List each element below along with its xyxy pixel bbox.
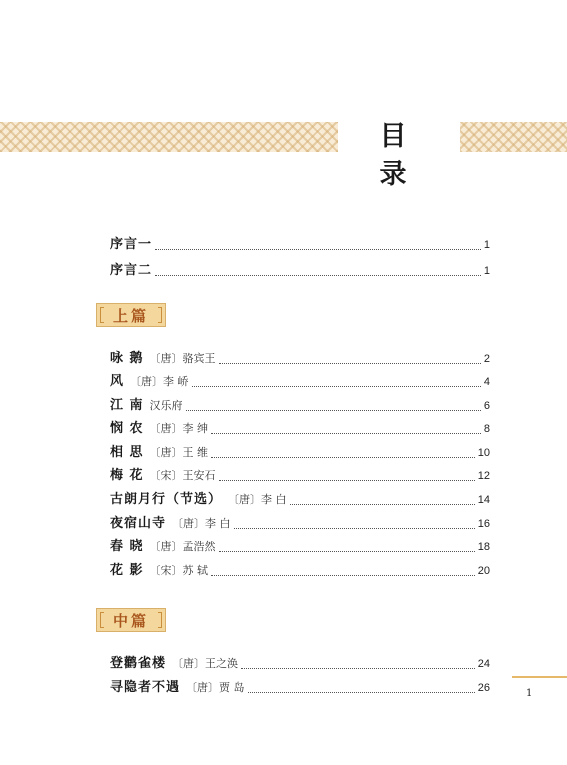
dot-leader (219, 480, 475, 481)
dot-leader (155, 275, 481, 276)
decorative-band-left (0, 122, 338, 152)
dot-leader (211, 433, 481, 434)
toc-entry-author: 〔唐〕贾 岛 (186, 681, 245, 694)
toc-entry-title: 相 思 (110, 445, 144, 460)
toc-entry-title: 夜宿山寺 (110, 516, 167, 531)
toc-entry-title: 古朗月行（节选） (110, 492, 223, 507)
section-label: 上篇 (112, 306, 149, 325)
toc-entry-page: 16 (477, 518, 490, 530)
dot-leader (219, 363, 481, 364)
dot-leader (211, 575, 475, 576)
toc-entry-author: 〔唐〕骆宾王 (149, 352, 216, 365)
toc-entry-page: 1 (483, 239, 490, 251)
toc-entry-page: 12 (477, 470, 490, 482)
toc-entry-title: 序言一 (110, 237, 153, 252)
section-header-middle (96, 608, 166, 632)
toc-entry[interactable] (110, 467, 490, 485)
toc-entry-author: 〔唐〕孟浩然 (149, 540, 216, 553)
toc-entry-author: 汉乐府 (149, 399, 183, 412)
dot-leader (211, 457, 475, 458)
toc-entry-author: 〔唐〕李 峤 (130, 375, 189, 388)
page-number-rule (512, 676, 567, 678)
toc-entry[interactable] (110, 679, 490, 697)
toc-entry[interactable] (110, 562, 490, 580)
dot-leader (219, 551, 475, 552)
dot-leader (248, 692, 475, 693)
toc-entry-page: 4 (483, 376, 490, 388)
toc-entry[interactable] (110, 373, 490, 391)
toc-entry-page: 2 (483, 353, 490, 365)
dot-leader (192, 386, 481, 387)
toc-entry-author: 〔唐〕李 白 (172, 517, 231, 530)
toc-entry-page: 20 (477, 565, 490, 577)
toc-entry[interactable] (110, 655, 490, 673)
toc-entry-page: 24 (477, 658, 490, 670)
toc-entry-title: 寻隐者不遇 (110, 680, 181, 695)
toc-entry-title: 春 晓 (110, 539, 144, 554)
toc-entry-preface-1[interactable] (110, 236, 490, 254)
decorative-band-right (460, 122, 567, 152)
page-number: 1 (526, 688, 533, 699)
dot-leader (290, 504, 475, 505)
toc-entry[interactable] (110, 515, 490, 533)
toc-entry-title: 梅 花 (110, 468, 144, 483)
section-label: 中篇 (112, 611, 149, 630)
toc-entry-author: 〔唐〕李 白 (228, 493, 287, 506)
toc-entry-title: 花 影 (110, 563, 144, 578)
toc-entry-page: 18 (477, 541, 490, 553)
toc-entry-title: 悯 农 (110, 421, 144, 436)
toc-entry-page: 26 (477, 682, 490, 694)
toc-entry-title: 江 南 (110, 398, 144, 413)
section-header-upper (96, 303, 166, 327)
toc-entry-author: 〔唐〕王之涣 (172, 657, 239, 670)
toc-entry-preface-2[interactable] (110, 262, 490, 280)
toc-entry-page: 14 (477, 494, 490, 506)
toc-entry-page: 10 (477, 447, 490, 459)
toc-entry-page: 1 (483, 265, 490, 277)
toc-entry-title: 登鹳雀楼 (110, 656, 167, 671)
toc-entry[interactable] (110, 538, 490, 556)
toc-entry[interactable] (110, 397, 490, 415)
toc-entry[interactable] (110, 444, 490, 462)
toc-entry-author: 〔唐〕李 绅 (149, 422, 209, 435)
page-title: 目 录 (379, 121, 421, 190)
dot-leader (155, 249, 481, 250)
toc-entry-author: 〔唐〕王 维 (149, 446, 209, 459)
toc-entry-title: 序言二 (110, 263, 153, 278)
dot-leader (241, 668, 475, 669)
dot-leader (186, 410, 481, 411)
toc-entry-title: 咏 鹅 (110, 351, 144, 366)
toc-entry[interactable] (110, 420, 490, 438)
dot-leader (234, 528, 475, 529)
toc-entry-author: 〔宋〕苏 轼 (149, 564, 209, 577)
toc-entry[interactable] (110, 350, 490, 368)
toc-entry[interactable] (110, 491, 490, 509)
toc-entry-author: 〔宋〕王安石 (149, 469, 216, 482)
toc-entry-page: 6 (483, 400, 490, 412)
toc-entry-page: 8 (483, 423, 490, 435)
toc-entry-title: 风 (110, 374, 125, 389)
